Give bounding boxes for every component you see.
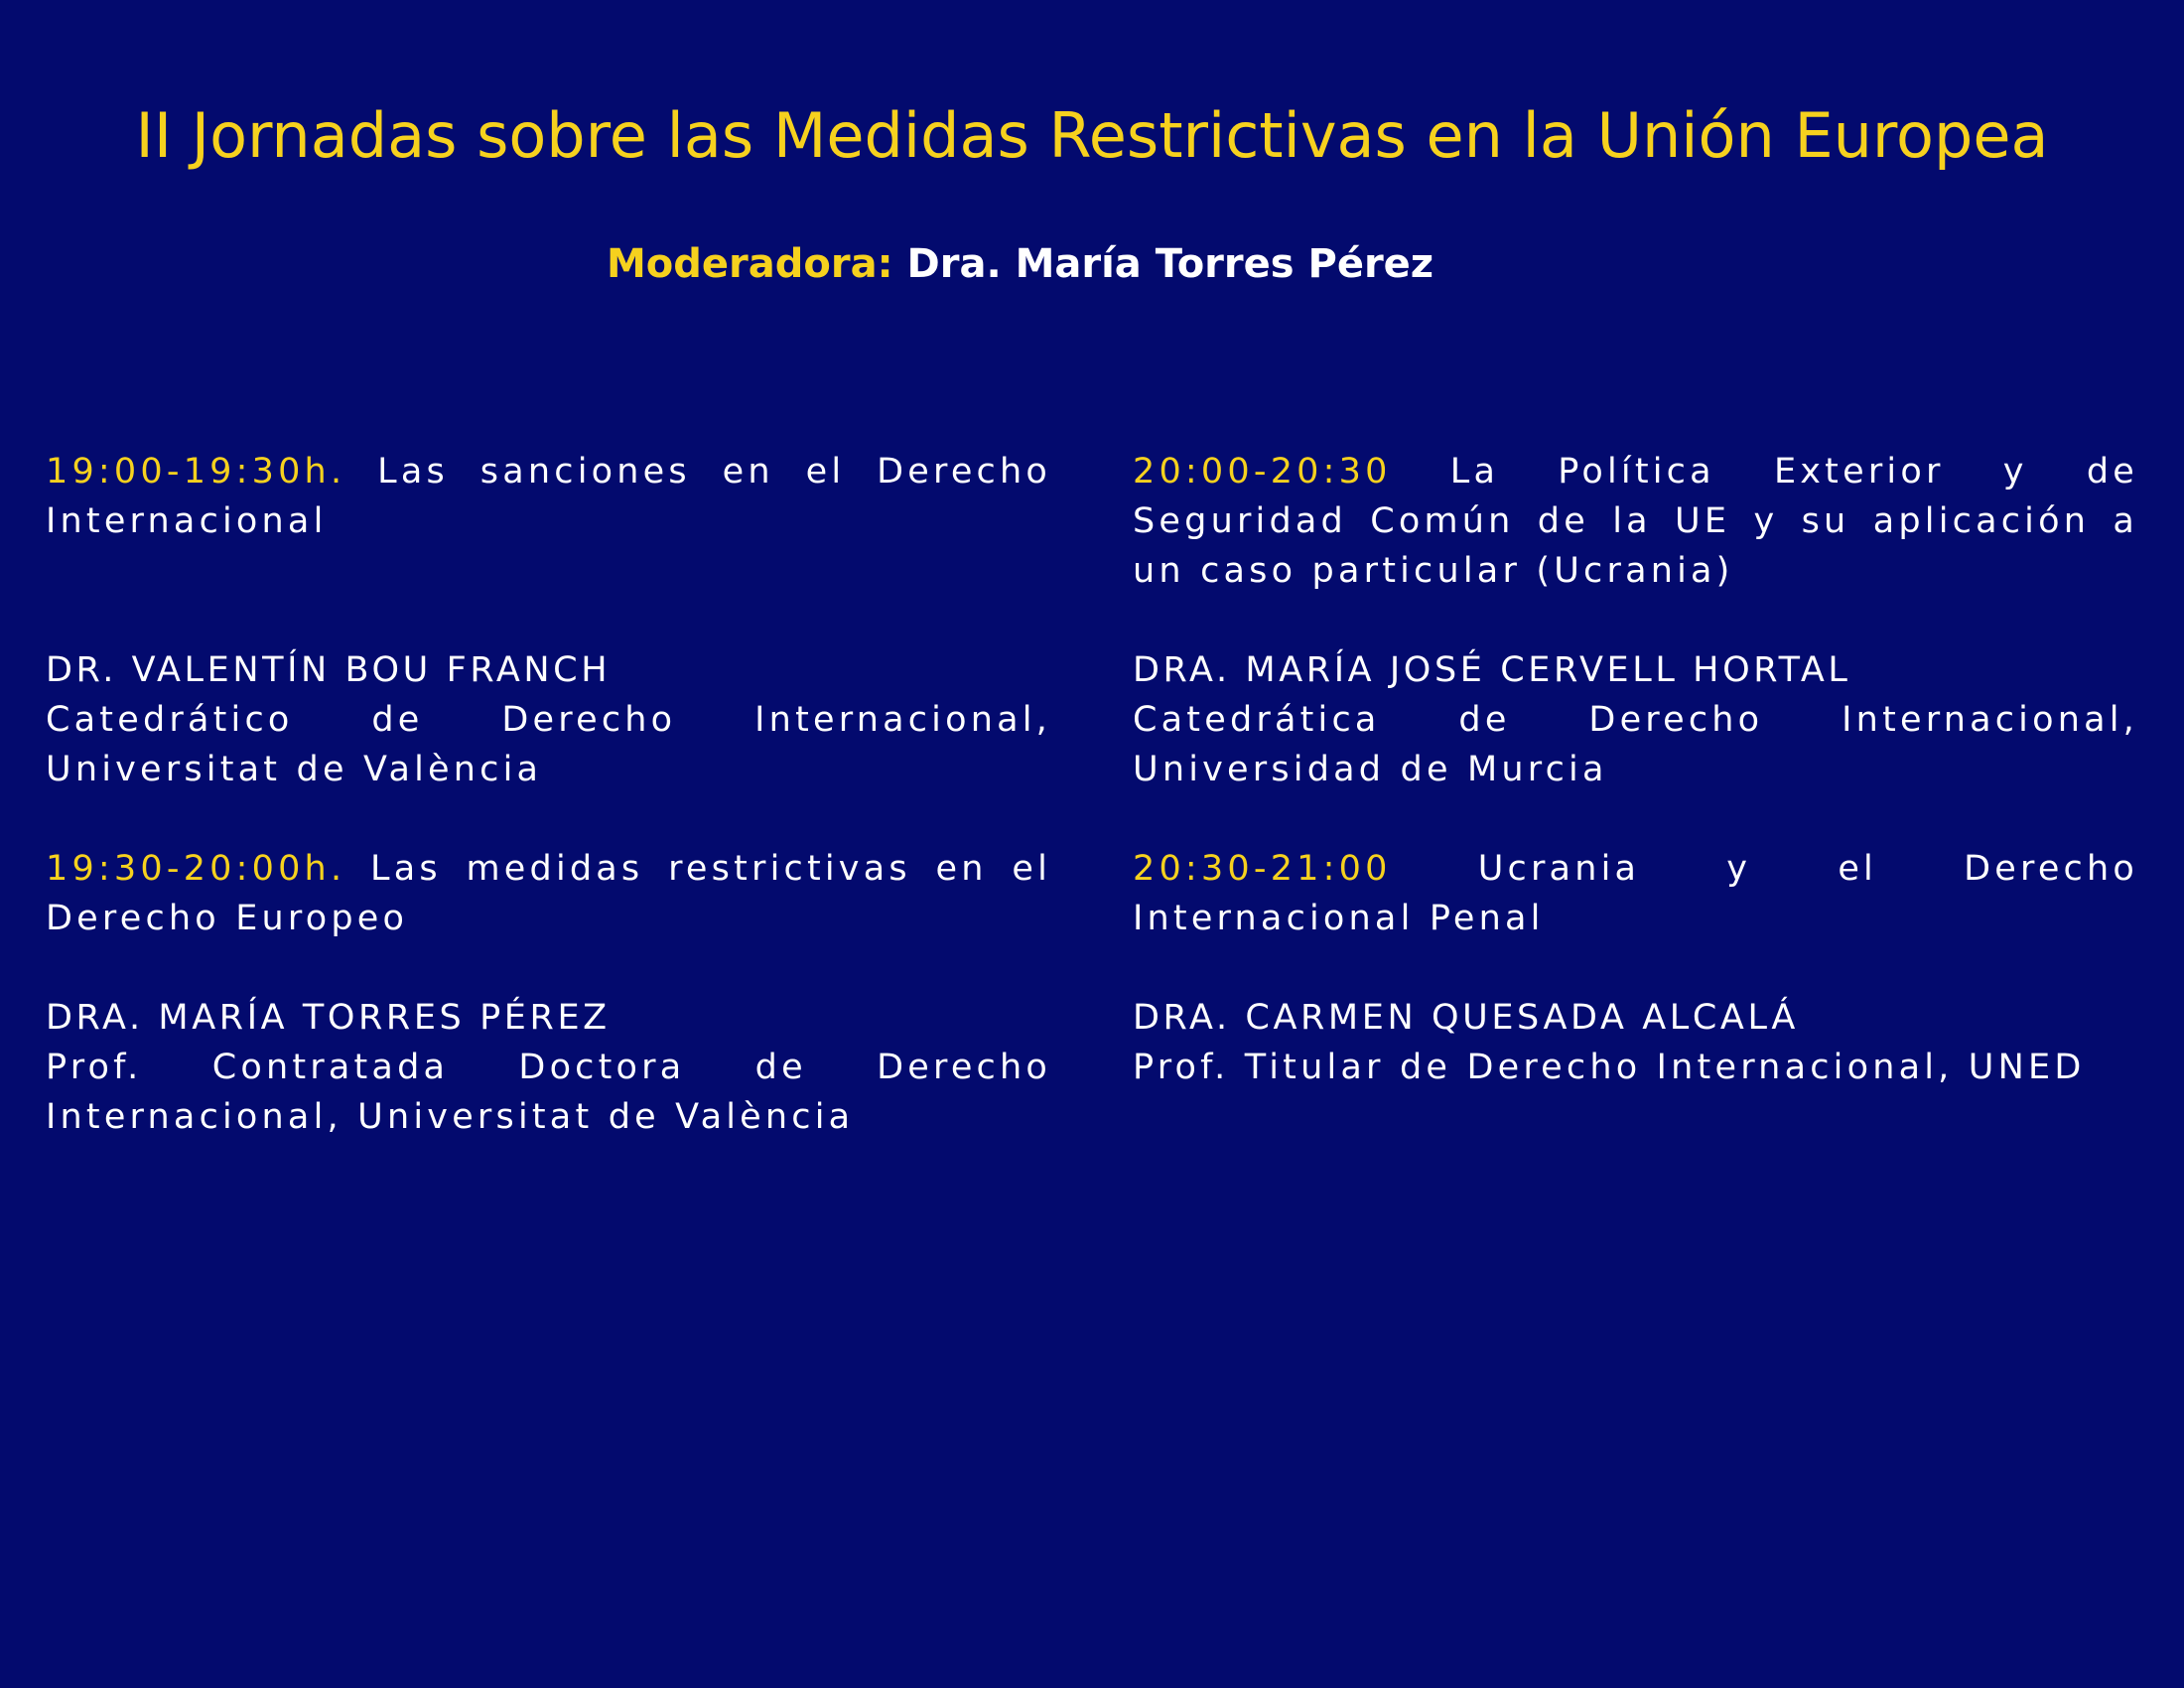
session-2-speaker (46, 993, 1051, 1142)
session-1-speaker-role: Catedrático de Derecho Internacional, Universitat de València (46, 700, 1051, 789)
session-4-time: 20:30-21:00 (1133, 849, 1392, 889)
page-title: II Jornadas sobre las Medidas Restrictivas en la Unión Europea (135, 99, 2049, 172)
session-4-topic-text: Ucrania y el Derecho Internacional Penal (1133, 849, 2138, 938)
session-4-topic (1133, 844, 2138, 943)
session-2-speaker-name: DRA. MARÍA TORRES PÉREZ (46, 998, 611, 1038)
session-2-topic (46, 844, 1051, 943)
session-1-speaker (46, 645, 1051, 794)
session-1-topic-text: Las sanciones en el Derecho Internacional (46, 452, 1051, 541)
session-3-speaker-role: Catedrática de Derecho Internacional, Universidad de Murcia (1133, 700, 2138, 789)
session-1-time: 19:00-19:30h. (46, 452, 346, 492)
session-4-speaker-name: DRA. CARMEN QUESADA ALCALÁ (1133, 998, 1799, 1038)
moderator-label: Moderadora: (607, 241, 893, 287)
session-2-time: 19:30-20:00h. (46, 849, 346, 889)
session-3-speaker-name: DRA. MARÍA JOSÉ CERVELL HORTAL (1133, 650, 1851, 690)
session-1-speaker-name: DR. VALENTÍN BOU FRANCH (46, 650, 612, 690)
moderator-line (607, 234, 1433, 294)
session-3-topic-text: La Política Exterior y de Seguridad Común de la UE y su aplicación a un caso particular (Ucrania) (1133, 452, 2138, 591)
session-3-time: 20:00-20:30 (1133, 452, 1392, 492)
session-2-speaker-role: Prof. Contratada Doctora de Derecho Internacional, Universitat de València (46, 1048, 1051, 1137)
session-4-speaker-role: Prof. Titular de Derecho Internacional, UNED (1133, 1048, 2086, 1087)
session-1-topic (46, 447, 1051, 546)
session-2-topic-text: Las medidas restrictivas en el Derecho Europeo (46, 849, 1051, 938)
session-4-speaker (1133, 993, 2138, 1092)
session-3-speaker (1133, 645, 2138, 794)
moderator-name: Dra. María Torres Pérez (906, 241, 1434, 287)
session-3-topic (1133, 447, 2138, 596)
